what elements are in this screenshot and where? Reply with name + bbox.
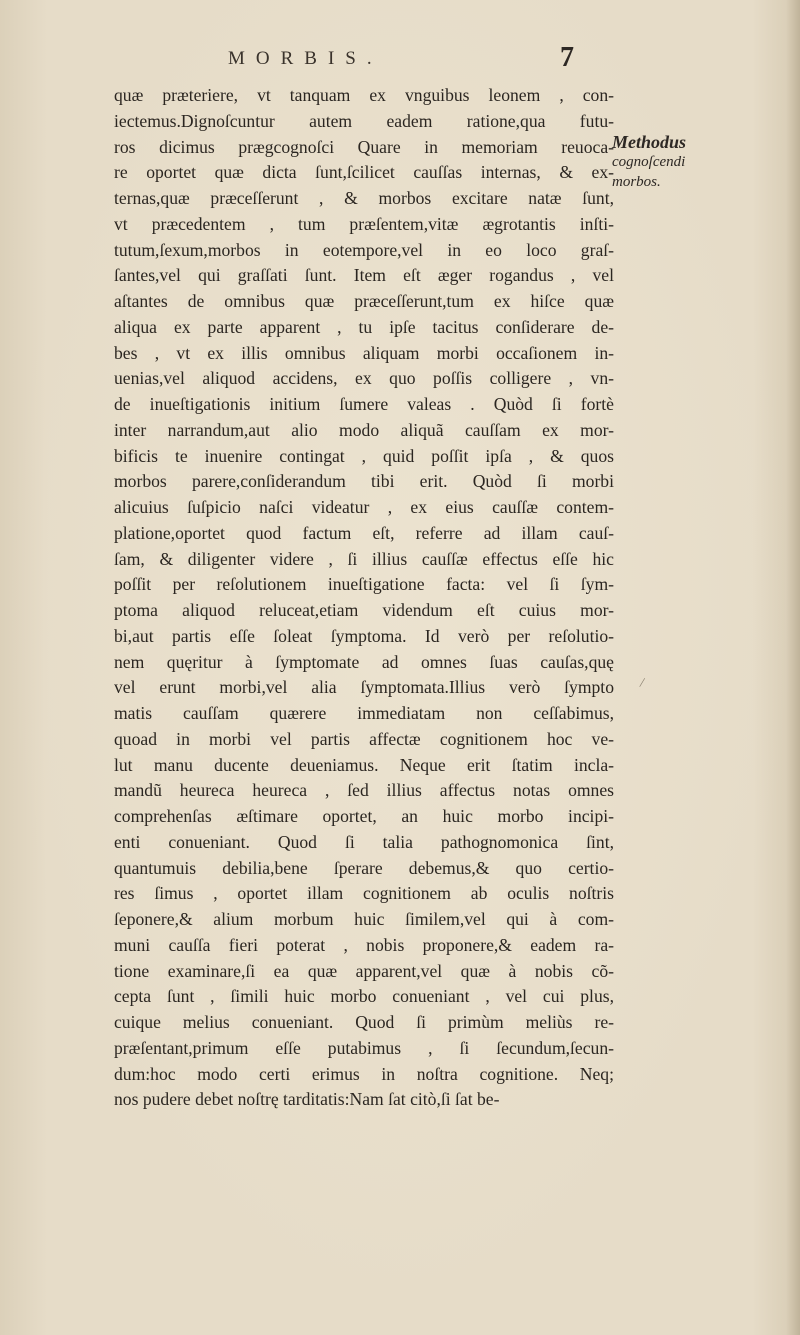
running-head (0, 42, 800, 82)
text-line: bes , vt ex illis omnibus aliquam morbi occaſionem in- (114, 342, 614, 363)
marginal-note-line: Methodus (612, 132, 687, 152)
text-line: tutum,ſexum,morbos in eotempore,vel in eo loco graſ- (114, 239, 614, 260)
text-line: quantumuis debilia,bene ſperare debemus,& quo certio- (114, 857, 614, 878)
text-line: bi,aut partis eſſe ſoleat ſymptoma. Id verò per reſolutio- (114, 625, 614, 646)
text-line: tione examinare,ſi ea quæ apparent,vel quæ à nobis cõ- (114, 960, 614, 981)
text-line: ſantes,vel qui graſſati ſunt. Item eſt æger rogandus , vel (114, 265, 614, 286)
text-line: enti conueniant. Quod ſi talia pathognomonica ſint, (114, 831, 614, 852)
page-edge-shadow (786, 0, 800, 1335)
text-line: bificis te inuenire contingat , quid poſſit ipſa , & quos (114, 445, 614, 466)
text-line: vt præcedentem , tum præſentem,vitæ ægrotantis inſti- (114, 213, 614, 234)
text-line: morbos parere,conſiderandum tibi erit. Quòd ſi morbi (114, 471, 614, 492)
text-line: nem quęritur à ſymptomate ad omnes ſuas cauſas,quę (114, 651, 614, 672)
text-line: ptoma aliquod reluceat,etiam videndum eſt cuius mor- (114, 600, 614, 620)
text-line: quæ præteriere, vt tanquam ex vnguibus leonem , con- (114, 85, 614, 105)
marginal-note-line: morbos. (612, 174, 661, 190)
text-line: dum:hoc modo certi erimus in noſtra cognitione. Neq; (114, 1063, 614, 1084)
text-line: de inueſtigationis initium ſumere valeas . Quòd ſi fortè (114, 394, 614, 414)
text-line: aliqua ex parte apparent , tu ipſe tacitus conſiderare de- (114, 316, 614, 337)
text-line: cepta ſunt , ſimili huic morbo conueniant , vel cui plus, (114, 986, 614, 1007)
text-line: platione,oportet quod factum eſt, referre ad illam cauſ- (114, 522, 614, 543)
marginal-note (612, 132, 732, 192)
page-number: 7 (560, 42, 574, 73)
stray-margin-mark: / (638, 675, 646, 692)
running-title: MORBIS. (228, 48, 383, 69)
text-line: alicuius ſuſpicio naſci videatur , ex eius cauſſæ contem- (114, 497, 614, 517)
text-line: nos pudere debet noſtrę tarditatis:Nam ſat citò,ſi ſat be- (114, 1089, 500, 1110)
text-line: comprehenſas æſtimare oportet, an huic morbo incipi- (114, 806, 614, 826)
text-line: res ſimus , oportet illam cognitionem ab oculis noſtris (114, 883, 614, 904)
text-line: re oportet quæ dicta ſunt,ſcilicet cauſſas internas, & ex- (114, 162, 614, 183)
marginal-note-line: cognoſcendi (612, 154, 686, 170)
text-line: præſentant,primum eſſe putabimus , ſi ſecundum,ſecun- (114, 1037, 614, 1058)
text-line: ternas,quæ præceſſerunt , & morbos excitare natæ ſunt, (114, 188, 614, 208)
text-line: poſſit per reſolutionem inueſtigatione facta: vel ſi ſym- (114, 574, 614, 595)
text-line: lut manu ducente deueniamus. Neque erit ſtatim incla- (114, 754, 614, 775)
text-line: vel erunt morbi,vel alia ſymptomata.Illius verò ſympto (114, 677, 614, 698)
text-line: muni cauſſa fieri poterat , nobis proponere,& eadem ra- (114, 934, 614, 955)
text-line: ſam, & diligenter videre , ſi illius cauſſæ effectus eſſe hic (114, 548, 614, 569)
text-line: aſtantes de omnibus quæ præceſſerunt,tum ex hiſce quæ (114, 291, 614, 311)
text-line: matis cauſſam quærere immediatam non ceſſabimus, (114, 703, 614, 723)
text-line: ſeponere,& alium morbum huic ſimilem,vel qui à com- (114, 909, 614, 929)
text-line: quoad in morbi vel partis affectæ cognitionem hoc ve- (114, 728, 614, 749)
text-line: iectemus.Dignoſcuntur autem eadem ratione,qua futu- (114, 110, 614, 131)
text-line: mandũ heureca heureca , ſed illius affectus notas omnes (114, 780, 614, 801)
body-text (114, 83, 614, 1113)
text-line: cuique melius conueniant. Quod ſi primùm meliùs re- (114, 1012, 614, 1032)
text-line: ros dicimus prægcognoſci Quare in memoriam reuoca- (114, 136, 614, 157)
text-line: uenias,vel aliquod accidens, ex quo poſſis colligere , vn- (114, 368, 614, 389)
text-line: inter narrandum,aut alio modo aliquã cauſſam ex mor- (114, 419, 614, 440)
